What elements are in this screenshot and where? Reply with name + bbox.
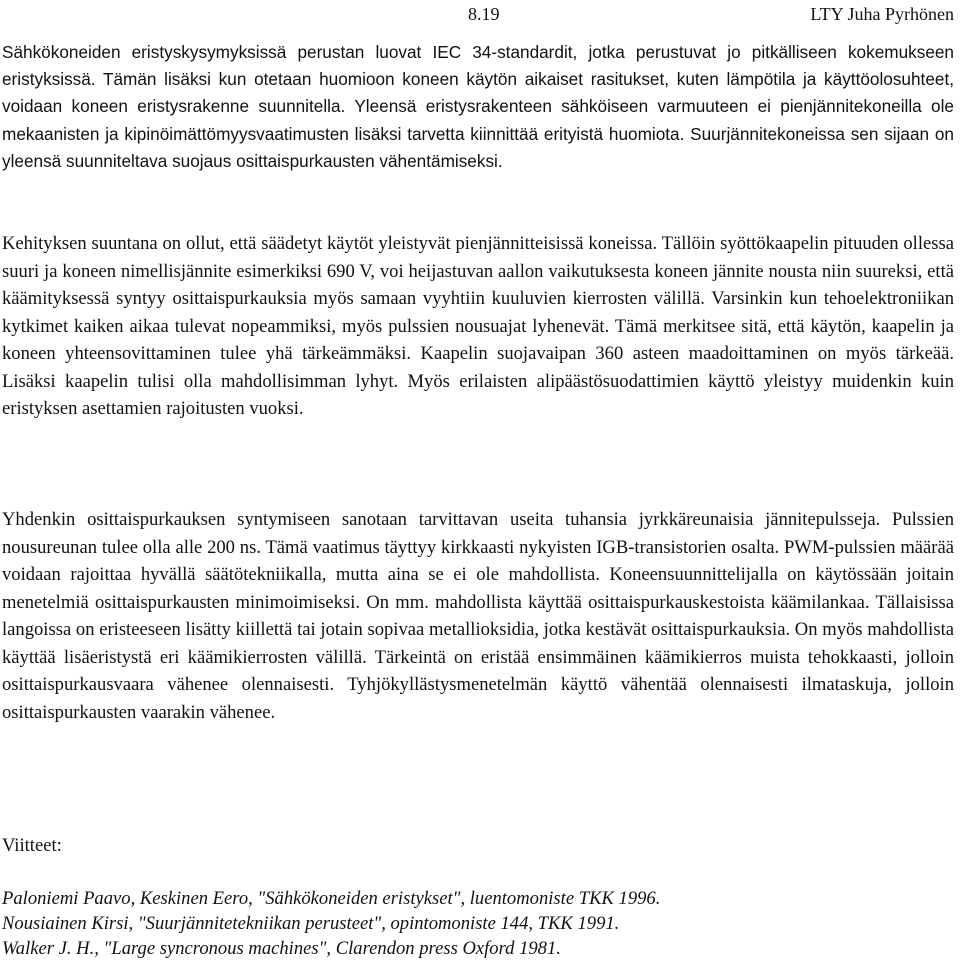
reference-item: Walker J. H., "Large syncronous machines", Clarendon press Oxford 1981. bbox=[2, 938, 561, 959]
paragraph-partial-discharges: Yhdenkin osittaispurkauksen syntymiseen sanotaan tarvittavan useita tuhansia jyrkkäreunaisia jännitepulsseja. Pulssien nousureunan tulee olla alle 200 ns. Tämä vaatimus täyttyy kirkkaasti nykyisten IGB-transistorien osalta. PWM-pulssien määrää voidaan rajoittaa hyvällä säätötekniikalla, mutta aina se ei ole mahdollista. Koneensuunnittelijalla on käytössään joitain menetelmiä osittaispurkausten minimoimiseksi. On mm. mahdollista käyttää osittaispurkauskestoista käämilankaa. Tällaisissa langoissa on eristeeseen lisätty kiillettä tai jotain sopivaa metallioksidia, jotka kestävät osittaispurkauksia. On myös mahdollista käyttää lisäeristystä eri käämikierrosten välillä. Tärkeintä on eristää ensimmäinen käämikierros muista tehokkaasti, jolloin osittaispurkausvaara vähenee olennaisesti. Tyhjökyllästysmenetelmän käyttö vähentää olennaisesti ilmataskuja, jolloin osittaispurkausten vaarakin vähenee. bbox=[2, 509, 954, 723]
reference-item: Nousiainen Kirsi, "Suurjännitetekniikan perusteet", opintomoniste 144, TKK 1991. bbox=[2, 913, 620, 934]
page-header bbox=[0, 4, 954, 28]
reference-item: Paloniemi Paavo, Keskinen Eero, "Sähkökoneiden eristykset", luentomoniste TKK 1996. bbox=[2, 888, 661, 909]
header-author: LTY Juha Pyrhönen bbox=[810, 4, 954, 24]
references-heading: Viitteet: bbox=[2, 835, 62, 856]
paragraph-low-voltage-drives: Kehityksen suuntana on ollut, että säädetyt käytöt yleistyvät pienjännitteisissä koneissa. Tällöin syöttökaapelin pituuden ollessa suuri ja koneen nimellisjännite esimerkiksi 690 V, voi heijastuvan aallon vaikutuksesta koneen jännite nousta niin suureksi, että käämityksessä syntyy osittaispurkauksia myös samaan vyyhtiin kuuluvien kierrosten välillä. Varsinkin kun tehoelektroniikan kytkimet kaiken aikaa tulevat nopeammiksi, myös pulssien nousuajat lyhenevät. Tämä merkitsee sitä, että käytön, kaapelin ja koneen yhteensovittaminen tulee yhä tärkeämmäksi. Kaapelin suojavaipan 360 asteen maadoittaminen on myös tärkeää. Lisäksi kaapelin tulisi olla mahdollisimman lyhyt. Myös erilaisten alipäästösuodattimien käyttö yleistyy muidenkin kuin eristyksen asettamien rajoitusten vuoksi. bbox=[2, 233, 954, 419]
paragraph-insulation-standards: Sähkökoneiden eristyskysymyksissä perustan luovat IEC 34-standardit, jotka perustuvat jo pitkälliseen kokemukseen eristyksissä. Tämän lisäksi kun otetaan huomioon koneen käytön aikaiset rasitukset, kuten lämpötila ja käyttöolosuhteet, voidaan koneen eristysrakenne suunnitella. Yleensä eristysrakenteen sähköiseen varmuuteen ei pienjännitekoneilla ole mekaanisten ja kipinöimättömyysvaatimusten lisäksi tarvetta kiinnittää erityistä huomiota. Suurjännitekoneissa sen sijaan on yleensä suunniteltava suojaus osittaispurkausten vähentämiseksi. bbox=[2, 42, 954, 171]
references-list bbox=[2, 886, 660, 961]
page-number: 8.19 bbox=[468, 4, 500, 24]
